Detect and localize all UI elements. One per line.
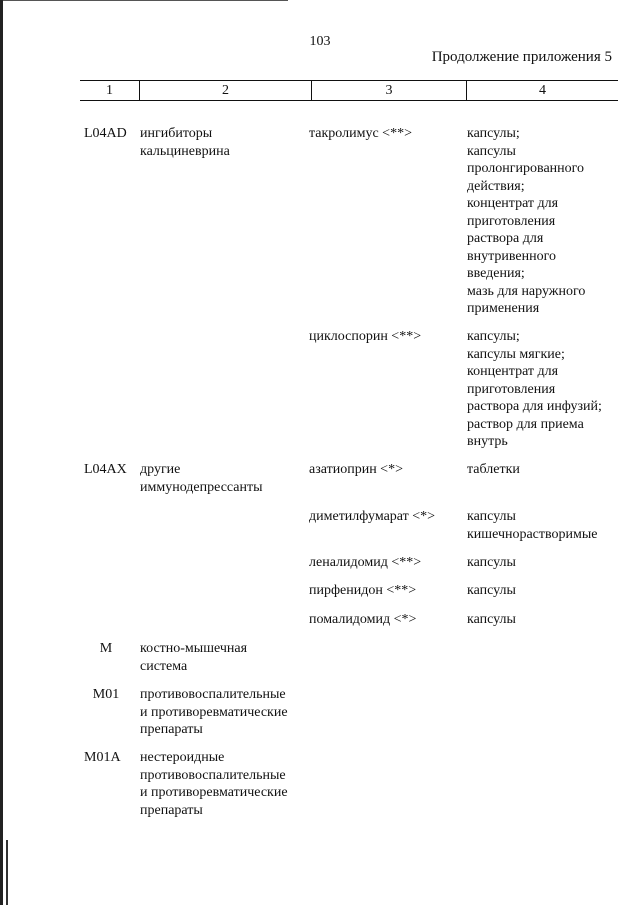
table-row-dosage-form: капсулы xyxy=(467,583,516,598)
table-row-dosage-form: капсулы; капсулы пролонгированного действия; концентрат для приготовления раствора для внутривенного введения; мазь для наружного применения xyxy=(467,126,586,316)
table-row-group: противовоспалительные и противоревматические препараты xyxy=(140,687,288,737)
table-row-group: ингибиторы кальциневрина xyxy=(140,126,230,159)
table-row-code: M xyxy=(99,641,113,656)
table-row-drug: циклоспорин <**> xyxy=(309,329,422,344)
table-row-dosage-form: капсулы; капсулы мягкие; концентрат для приготовления раствора для инфузий; раствор для приема внутрь xyxy=(467,329,602,449)
scan-edge-left xyxy=(0,0,3,905)
table-row-drug: диметилфумарат <*> xyxy=(309,509,436,524)
scan-edge-top xyxy=(0,0,288,1)
table-header-col-3: 3 xyxy=(385,83,393,98)
page-number: 103 xyxy=(309,34,331,49)
table-row-code: L04AX xyxy=(84,462,127,477)
table-row-group: нестероидные противовоспалительные и противоревматические препараты xyxy=(140,750,288,818)
table-row-dosage-form: таблетки xyxy=(467,462,520,477)
table-row-drug: пирфенидон <**> xyxy=(309,583,417,598)
table-row-drug: помалидомид <*> xyxy=(309,612,417,627)
table-row-code: L04AD xyxy=(84,126,127,141)
table-header-col-4: 4 xyxy=(539,83,546,98)
table-row-code: M01 xyxy=(92,687,120,702)
table-header-col-1: 1 xyxy=(106,83,113,98)
appendix-continuation-note: Продолжение приложения 5 xyxy=(431,49,612,65)
table-row-group: костно-мышечная система xyxy=(140,641,248,674)
table-row-drug: азатиоприн <*> xyxy=(309,462,403,477)
table-row-code: M01A xyxy=(84,750,121,765)
table-row-dosage-form: капсулы xyxy=(467,555,516,570)
table-row-drug: леналидомид <**> xyxy=(309,555,422,570)
table-header-bottom-rule xyxy=(80,100,618,101)
scan-edge-left-inner xyxy=(6,840,8,905)
table-row-group: другие иммунодепрессанты xyxy=(140,462,263,495)
table-row-drug: такролимус <**> xyxy=(309,126,412,141)
table-row-dosage-form: капсулы кишечнорастворимые xyxy=(467,509,598,542)
table-row-dosage-form: капсулы xyxy=(467,612,516,627)
table-header-top-rule xyxy=(80,80,618,81)
table-header-col-2: 2 xyxy=(222,83,229,98)
